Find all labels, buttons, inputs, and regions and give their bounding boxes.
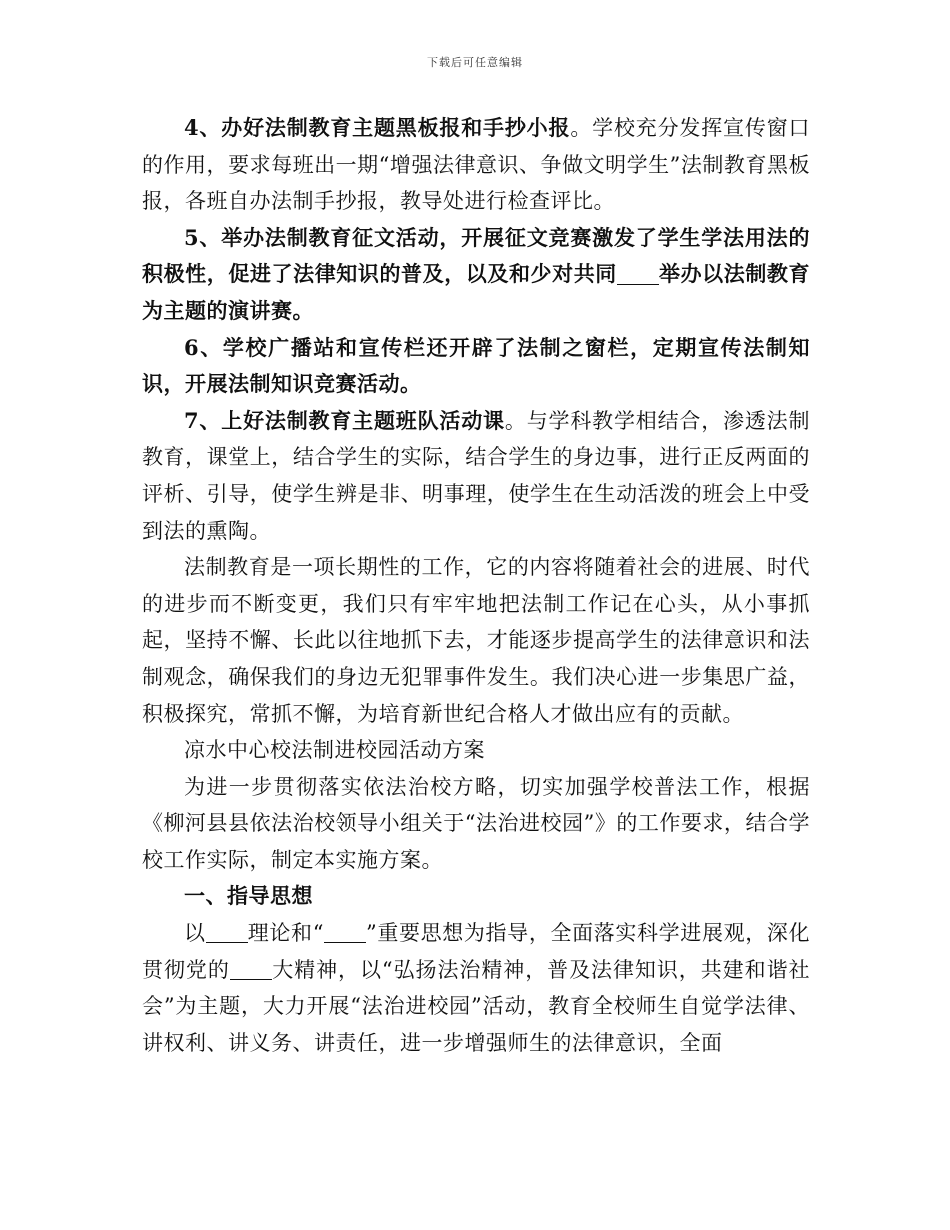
plan-intro-paragraph: 为进一步贯彻落实依法治校方略，切实加强学校普法工作，根据《柳河县县依法治校领导小组关于“法治进校园”》的工作要求，结合学校工作实际，制定本实施方案。	[142, 774, 810, 872]
section-1-seg1: 以	[184, 921, 206, 946]
section-1-seg3: ”重要思想为指导，全面落实科学进展观，深化贯彻党的	[142, 921, 810, 982]
section-1-seg4: 大精神，以“弘扬法治精神，普及法律知识，共建和谐社会”为主题，大力开展“法治进校园”活动，教育全校师生自觉学法律、讲权利、讲义务、讲责任，进一步增强师生的法律意识，全面	[142, 957, 811, 1055]
page-header-note: 下载后可任意编辑	[427, 56, 523, 69]
item-5-paragraph	[142, 220, 810, 330]
item-5-text-part1: 5、举办法制教育征文活动，开展征文竞赛激发了学生学法用法的积极性，促进了法律知识的普及，以及和少对共同	[142, 224, 810, 287]
conclusion-paragraph: 法制教育是一项长期性的工作，它的内容将随着社会的进展、时代的进步而不断变更，我们只有牢牢地把法制工作记在心头，从小事抓起，坚持不懈、长此以往地抓下去，才能逐步提高学生的法律意识和法制观念，确保我们的身边无犯罪事件发生。我们决心进一步集思广益，积极探究，常抓不懈，为培育新世纪合格人才做出应有的贡献。	[142, 555, 810, 726]
blank-underline	[230, 958, 272, 980]
item-6-heading: 6、学校广播站和宣传栏还开辟了法制之窗栏，定期宣传法制知识，开展法制知识竞赛活动。	[142, 334, 810, 397]
item-7-heading: 7、上好法制教育主题班队活动课	[184, 407, 505, 433]
document-body	[142, 110, 810, 1061]
section-1-paragraph	[142, 915, 810, 1061]
item-6-paragraph	[142, 330, 810, 403]
item-4-paragraph	[142, 110, 810, 220]
section-1-title: 一、指导思想	[184, 883, 313, 909]
item-4-body: 。学校充分发挥宣传窗口的作用，要求每班出一期“增强法律意识、争做文明学生”法制教育黑板报，各班自办法制手抄报，教导处进行检查评比。	[142, 116, 810, 214]
section-1-seg2: 理论和“	[247, 921, 324, 946]
blank-underline	[206, 921, 248, 943]
item-4-heading: 4、办好法制教育主题黑板报和手抄小报	[184, 115, 571, 140]
plan-title: 凉水中心校法制进校园活动方案	[184, 738, 485, 763]
item-7-paragraph	[142, 403, 810, 549]
item-5-text-part2: 举办以法制教育为主题的演讲赛。	[142, 261, 811, 323]
item-7-body: 。与学科教学相结合，渗透法制教育，课堂上，结合学生的实际，结合学生的身边事，进行正反两面的评析、引导，使学生辨是非、明事理，使学生在生动活泼的班会上中受到法的熏陶。	[142, 408, 810, 543]
blank-underline	[617, 263, 659, 285]
blank-underline	[324, 921, 366, 943]
